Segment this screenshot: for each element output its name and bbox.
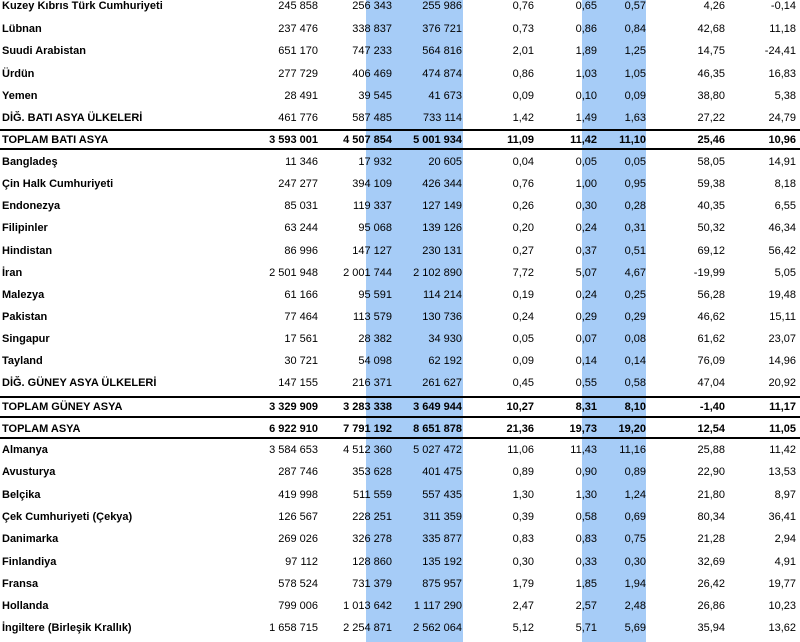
cell-col-7: 27,22	[697, 112, 725, 124]
country-name: TOPLAM BATI ASYA	[2, 134, 109, 146]
cell-col-6: 0,31	[624, 222, 646, 234]
cell-col-8: 5,05	[774, 267, 796, 279]
cell-col-2: 119 337	[353, 200, 392, 212]
cell-col-6: 1,94	[624, 578, 646, 590]
cell-col-6: 2,48	[624, 600, 646, 612]
cell-col-8: 14,96	[768, 355, 796, 367]
cell-col-2: 1 013 642	[343, 600, 392, 612]
cell-col-5: 0,30	[575, 200, 597, 212]
table-row	[0, 311, 800, 331]
cell-col-3: 127 149	[422, 200, 462, 212]
cell-col-8: 5,38	[774, 90, 796, 102]
cell-col-6: 1,25	[624, 45, 646, 57]
country-name: Ürdün	[2, 68, 35, 80]
cell-col-1: 461 776	[278, 112, 318, 124]
cell-col-6: 0,51	[624, 245, 646, 257]
cell-col-4: 11,09	[507, 134, 534, 146]
cell-col-4: 0,19	[512, 289, 534, 301]
cell-col-5: 11,42	[570, 134, 597, 146]
country-name: Fransa	[2, 578, 39, 590]
cell-col-3: 2 562 064	[413, 622, 462, 634]
total-row	[0, 134, 800, 154]
cell-col-6: 0,95	[624, 178, 646, 190]
cell-col-2: 128 860	[352, 556, 392, 568]
country-name: Bangladeş	[2, 156, 58, 168]
table-row	[0, 222, 800, 242]
country-name: Belçika	[2, 489, 41, 501]
cell-col-3: 311 359	[423, 511, 462, 523]
cell-col-3: 130 736	[422, 311, 462, 323]
country-name: DİĞ. BATI ASYA ÜLKELERİ	[2, 112, 143, 124]
cell-col-8: -24,41	[764, 45, 796, 57]
cell-col-8: 8,18	[774, 178, 796, 190]
cell-col-3: 5 001 934	[413, 134, 462, 146]
cell-col-1: 30 721	[284, 355, 318, 367]
cell-col-6: 0,75	[624, 533, 646, 545]
cell-col-1: 3 329 909	[269, 401, 318, 413]
cell-col-4: 0,83	[512, 533, 534, 545]
cell-col-5: 0,07	[575, 333, 597, 345]
cell-col-3: 426 344	[422, 178, 462, 190]
country-name: Pakistan	[2, 311, 48, 323]
cell-col-4: 0,20	[512, 222, 534, 234]
cell-col-8: 16,83	[768, 68, 796, 80]
cell-col-4: 0,45	[512, 377, 534, 389]
cell-col-8: 23,07	[768, 333, 796, 345]
cell-col-5: 1,89	[575, 45, 597, 57]
cell-col-5: 0,14	[575, 355, 597, 367]
table-row	[0, 289, 800, 309]
table-row	[0, 23, 800, 43]
cell-col-5: 0,10	[575, 90, 597, 102]
cell-col-4: 1,30	[512, 489, 534, 501]
cell-col-4: 0,24	[512, 311, 534, 323]
cell-col-1: 28 491	[284, 90, 318, 102]
table-row	[0, 245, 800, 265]
cell-col-4: 7,72	[512, 267, 534, 279]
cell-col-5: 2,57	[575, 600, 597, 612]
country-name: Endonezya	[2, 200, 61, 212]
cell-col-3: 733 114	[423, 112, 462, 124]
cell-col-3: 376 721	[422, 23, 462, 35]
cell-col-5: 1,00	[575, 178, 597, 190]
cell-col-7: 26,42	[697, 578, 725, 590]
cell-col-5: 1,49	[575, 112, 597, 124]
cell-col-1: 77 464	[284, 311, 318, 323]
cell-col-2: 338 837	[352, 23, 392, 35]
cell-col-6: 0,14	[624, 355, 646, 367]
cell-col-5: 19,73	[569, 423, 597, 435]
cell-col-7: 21,28	[697, 533, 725, 545]
cell-col-2: 2 254 871	[343, 622, 392, 634]
cell-col-7: 25,46	[697, 134, 725, 146]
cell-col-6: 1,24	[624, 489, 646, 501]
cell-col-8: 46,34	[768, 222, 796, 234]
cell-col-7: 4,26	[703, 0, 725, 12]
cell-col-1: 237 476	[278, 23, 318, 35]
cell-col-1: 651 170	[278, 45, 318, 57]
cell-col-4: 0,05	[512, 333, 534, 345]
cell-col-1: 578 524	[278, 578, 318, 590]
cell-col-2: 2 001 744	[343, 267, 392, 279]
cell-col-2: 4 507 854	[343, 134, 392, 146]
total-row	[0, 401, 800, 421]
cell-col-1: 147 155	[278, 377, 318, 389]
cell-col-1: 247 277	[278, 178, 318, 190]
table-row	[0, 156, 800, 176]
cell-col-3: 1 117 290	[413, 600, 462, 612]
cell-col-3: 3 649 944	[413, 401, 462, 413]
cell-col-4: 2,47	[512, 600, 534, 612]
cell-col-7: 59,38	[697, 178, 725, 190]
cell-col-6: 11,10	[619, 134, 646, 146]
country-name: Çin Halk Cumhuriyeti	[2, 178, 114, 190]
cell-col-8: 56,42	[768, 245, 796, 257]
cell-col-2: 406 469	[352, 68, 392, 80]
cell-col-4: 1,42	[512, 112, 534, 124]
cell-col-6: 0,69	[624, 511, 646, 523]
cell-col-5: 8,31	[575, 401, 597, 413]
table-row	[0, 45, 800, 65]
cell-col-3: 34 930	[428, 333, 462, 345]
cell-col-3: 2 102 890	[413, 267, 462, 279]
table-row	[0, 578, 800, 598]
table-row	[0, 622, 800, 642]
cell-col-6: 0,30	[624, 556, 646, 568]
country-name: Finlandiya	[2, 556, 57, 568]
cell-col-3: 20 605	[428, 156, 462, 168]
cell-col-5: 5,71	[575, 622, 597, 634]
cell-col-1: 86 996	[284, 245, 318, 257]
cell-col-2: 147 127	[352, 245, 392, 257]
cell-col-4: 10,27	[506, 401, 534, 413]
cell-col-1: 3 593 001	[269, 134, 318, 146]
cell-col-2: 17 932	[358, 156, 392, 168]
cell-col-7: 50,32	[697, 222, 725, 234]
cell-col-8: 13,62	[768, 622, 796, 634]
cell-col-5: 0,24	[575, 289, 597, 301]
cell-col-3: 230 131	[422, 245, 462, 257]
cell-col-2: 28 382	[358, 333, 392, 345]
country-name: İran	[2, 267, 23, 279]
cell-col-7: -1,40	[699, 401, 725, 413]
cell-col-5: 0,58	[575, 511, 597, 523]
cell-col-6: 0,08	[624, 333, 646, 345]
cell-col-6: 4,67	[624, 267, 646, 279]
cell-col-2: 95 068	[358, 222, 392, 234]
country-name: Suudi Arabistan	[2, 45, 86, 57]
cell-col-7: 56,28	[697, 289, 725, 301]
cell-col-7: 12,54	[697, 423, 725, 435]
cell-col-1: 277 729	[278, 68, 318, 80]
cell-col-8: 4,91	[774, 556, 796, 568]
country-name: Hindistan	[2, 245, 53, 257]
country-name: Danimarka	[2, 533, 59, 545]
cell-col-1: 85 031	[284, 200, 318, 212]
cell-col-6: 0,29	[624, 311, 646, 323]
cell-col-5: 0,55	[575, 377, 597, 389]
cell-col-2: 113 579	[353, 311, 392, 323]
cell-col-4: 0,09	[512, 355, 534, 367]
cell-col-8: 13,53	[768, 466, 796, 478]
cell-col-6: 11,16	[619, 444, 646, 456]
cell-col-5: 0,37	[575, 245, 597, 257]
cell-col-1: 287 746	[278, 466, 318, 478]
cell-col-8: 19,48	[768, 289, 796, 301]
cell-col-4: 5,12	[512, 622, 534, 634]
cell-col-1: 419 998	[278, 489, 318, 501]
cell-col-6: 0,25	[624, 289, 646, 301]
cell-col-8: 11,05	[769, 423, 796, 435]
cell-col-8: 24,79	[768, 112, 796, 124]
cell-col-2: 256 343	[352, 0, 392, 12]
cell-col-4: 0,76	[512, 0, 534, 12]
row-separator	[0, 416, 800, 418]
cell-col-5: 0,65	[575, 0, 597, 12]
cell-col-2: 353 628	[352, 466, 392, 478]
cell-col-7: 38,80	[697, 90, 725, 102]
cell-col-8: 14,91	[768, 156, 796, 168]
cell-col-7: 25,88	[697, 444, 725, 456]
country-name: TOPLAM ASYA	[2, 423, 81, 435]
cell-col-2: 511 559	[353, 489, 392, 501]
table-row	[0, 355, 800, 375]
cell-col-5: 1,30	[575, 489, 597, 501]
cell-col-3: 62 192	[428, 355, 462, 367]
cell-col-7: 26,86	[697, 600, 725, 612]
cell-col-5: 1,85	[575, 578, 597, 590]
cell-col-5: 0,29	[575, 311, 597, 323]
cell-col-5: 0,90	[575, 466, 597, 478]
cell-col-1: 2 501 948	[269, 267, 318, 279]
cell-col-4: 0,76	[512, 178, 534, 190]
total-row	[0, 423, 800, 443]
country-name: DİĞ. GÜNEY ASYA ÜLKELERİ	[2, 377, 157, 389]
row-separator	[0, 129, 800, 131]
cell-col-2: 587 485	[352, 112, 392, 124]
cell-col-6: 0,89	[624, 466, 646, 478]
cell-col-3: 401 475	[422, 466, 462, 478]
table-row	[0, 333, 800, 353]
cell-col-8: 6,55	[774, 200, 796, 212]
cell-col-3: 261 627	[422, 377, 462, 389]
cell-col-4: 0,26	[512, 200, 534, 212]
table-row	[0, 0, 800, 20]
cell-col-5: 0,24	[575, 222, 597, 234]
cell-col-1: 799 006	[278, 600, 318, 612]
cell-col-2: 326 278	[352, 533, 392, 545]
cell-col-2: 216 371	[352, 377, 392, 389]
cell-col-3: 335 877	[422, 533, 462, 545]
country-name: Lübnan	[2, 23, 42, 35]
cell-col-4: 1,79	[512, 578, 534, 590]
cell-col-7: 58,05	[697, 156, 725, 168]
cell-col-6: 1,63	[624, 112, 646, 124]
country-name: Almanya	[2, 444, 48, 456]
cell-col-3: 875 957	[422, 578, 462, 590]
country-name: Çek Cumhuriyeti (Çekya)	[2, 511, 133, 523]
cell-col-6: 5,69	[624, 622, 646, 634]
cell-col-4: 0,04	[512, 156, 534, 168]
table-row	[0, 600, 800, 620]
cell-col-5: 1,03	[575, 68, 597, 80]
cell-col-8: 15,11	[769, 311, 796, 323]
cell-col-1: 269 026	[278, 533, 318, 545]
cell-col-5: 0,83	[575, 533, 597, 545]
cell-col-8: 36,41	[768, 511, 796, 523]
cell-col-6: 1,05	[624, 68, 646, 80]
cell-col-6: 8,10	[624, 401, 646, 413]
cell-col-1: 11 346	[285, 156, 318, 168]
cell-col-1: 245 858	[278, 0, 318, 12]
country-name: İngiltere (Birleşik Krallık)	[2, 622, 132, 634]
country-name: Yemen	[2, 90, 38, 102]
cell-col-1: 63 244	[284, 222, 318, 234]
cell-col-2: 7 791 192	[343, 423, 392, 435]
cell-col-5: 0,33	[575, 556, 597, 568]
cell-col-7: 69,12	[697, 245, 725, 257]
cell-col-7: 42,68	[697, 23, 725, 35]
table-row	[0, 466, 800, 486]
table-row	[0, 511, 800, 531]
cell-col-2: 3 283 338	[343, 401, 392, 413]
country-name: Tayland	[2, 355, 43, 367]
cell-col-2: 747 233	[352, 45, 392, 57]
cell-col-3: 41 673	[428, 90, 462, 102]
cell-col-8: 10,23	[768, 600, 796, 612]
cell-col-5: 0,05	[575, 156, 597, 168]
table-row	[0, 444, 800, 464]
cell-col-3: 114 214	[423, 289, 462, 301]
table-row	[0, 68, 800, 88]
cell-col-1: 17 561	[284, 333, 318, 345]
cell-col-8: -0,14	[770, 0, 796, 12]
cell-col-6: 0,05	[624, 156, 646, 168]
cell-col-8: 20,92	[768, 377, 796, 389]
cell-col-4: 0,09	[512, 90, 534, 102]
table-row	[0, 90, 800, 110]
table-row	[0, 178, 800, 198]
table-row	[0, 533, 800, 553]
cell-col-3: 139 126	[422, 222, 462, 234]
cell-col-8: 11,17	[769, 401, 796, 413]
cell-col-7: 76,09	[697, 355, 725, 367]
cell-col-7: 21,80	[697, 489, 725, 501]
cell-col-2: 4 512 360	[343, 444, 392, 456]
cell-col-6: 0,09	[624, 90, 646, 102]
cell-col-3: 474 874	[422, 68, 462, 80]
cell-col-1: 6 922 910	[269, 423, 318, 435]
cell-col-8: 11,42	[769, 444, 796, 456]
cell-col-8: 2,94	[774, 533, 796, 545]
cell-col-7: 35,94	[697, 622, 725, 634]
cell-col-2: 39 545	[358, 90, 392, 102]
cell-col-4: 0,30	[512, 556, 534, 568]
cell-col-2: 731 379	[352, 578, 392, 590]
cell-col-7: 46,35	[697, 68, 725, 80]
cell-col-7: 46,62	[697, 311, 725, 323]
cell-col-4: 0,39	[512, 511, 534, 523]
cell-col-8: 10,96	[768, 134, 796, 146]
table-row	[0, 200, 800, 220]
row-separator	[0, 437, 800, 439]
cell-col-4: 0,89	[512, 466, 534, 478]
cell-col-1: 97 112	[285, 556, 318, 568]
cell-col-4: 0,86	[512, 68, 534, 80]
country-name: Singapur	[2, 333, 50, 345]
country-name: TOPLAM GÜNEY ASYA	[2, 401, 123, 413]
cell-col-7: 61,62	[697, 333, 725, 345]
cell-col-7: 40,35	[697, 200, 725, 212]
cell-col-2: 394 109	[352, 178, 392, 190]
cell-col-7: 47,04	[697, 377, 725, 389]
cell-col-3: 564 816	[422, 45, 462, 57]
table-row	[0, 489, 800, 509]
cell-col-2: 54 098	[358, 355, 392, 367]
cell-col-3: 8 651 878	[413, 423, 462, 435]
table-row	[0, 377, 800, 397]
country-name: Filipinler	[2, 222, 48, 234]
cell-col-5: 5,07	[575, 267, 597, 279]
cell-col-7: 80,34	[697, 511, 725, 523]
cell-col-3: 5 027 472	[413, 444, 462, 456]
cell-col-8: 8,97	[774, 489, 796, 501]
cell-col-1: 61 166	[284, 289, 318, 301]
cell-col-2: 95 591	[358, 289, 392, 301]
cell-col-4: 2,01	[512, 45, 534, 57]
cell-col-8: 11,18	[769, 23, 796, 35]
country-name: Avusturya	[2, 466, 56, 478]
cell-col-7: 22,90	[697, 466, 725, 478]
cell-col-4: 11,06	[507, 444, 534, 456]
cell-col-5: 11,43	[570, 444, 597, 456]
cell-col-4: 0,27	[512, 245, 534, 257]
cell-col-5: 0,86	[575, 23, 597, 35]
country-name: Malezya	[2, 289, 45, 301]
cell-col-3: 135 192	[422, 556, 462, 568]
cell-col-6: 0,28	[624, 200, 646, 212]
cell-col-4: 21,36	[506, 423, 534, 435]
country-name: Kuzey Kıbrıs Türk Cumhuriyeti	[2, 0, 163, 12]
cell-col-7: 32,69	[697, 556, 725, 568]
row-separator	[0, 396, 800, 398]
cell-col-3: 255 986	[422, 0, 462, 12]
cell-col-2: 228 251	[352, 511, 392, 523]
table-row	[0, 267, 800, 287]
cell-col-3: 557 435	[422, 489, 462, 501]
cell-col-6: 0,58	[624, 377, 646, 389]
table-row	[0, 556, 800, 576]
cell-col-6: 19,20	[618, 423, 646, 435]
cell-col-4: 0,73	[512, 23, 534, 35]
cell-col-1: 3 584 653	[269, 444, 318, 456]
cell-col-1: 1 658 715	[269, 622, 318, 634]
cell-col-1: 126 567	[278, 511, 318, 523]
row-separator	[0, 148, 800, 150]
cell-col-8: 19,77	[768, 578, 796, 590]
country-name: Hollanda	[2, 600, 49, 612]
cell-col-6: 0,84	[624, 23, 646, 35]
cell-col-7: 14,75	[697, 45, 725, 57]
cell-col-7: -19,99	[693, 267, 725, 279]
cell-col-6: 0,57	[624, 0, 646, 12]
